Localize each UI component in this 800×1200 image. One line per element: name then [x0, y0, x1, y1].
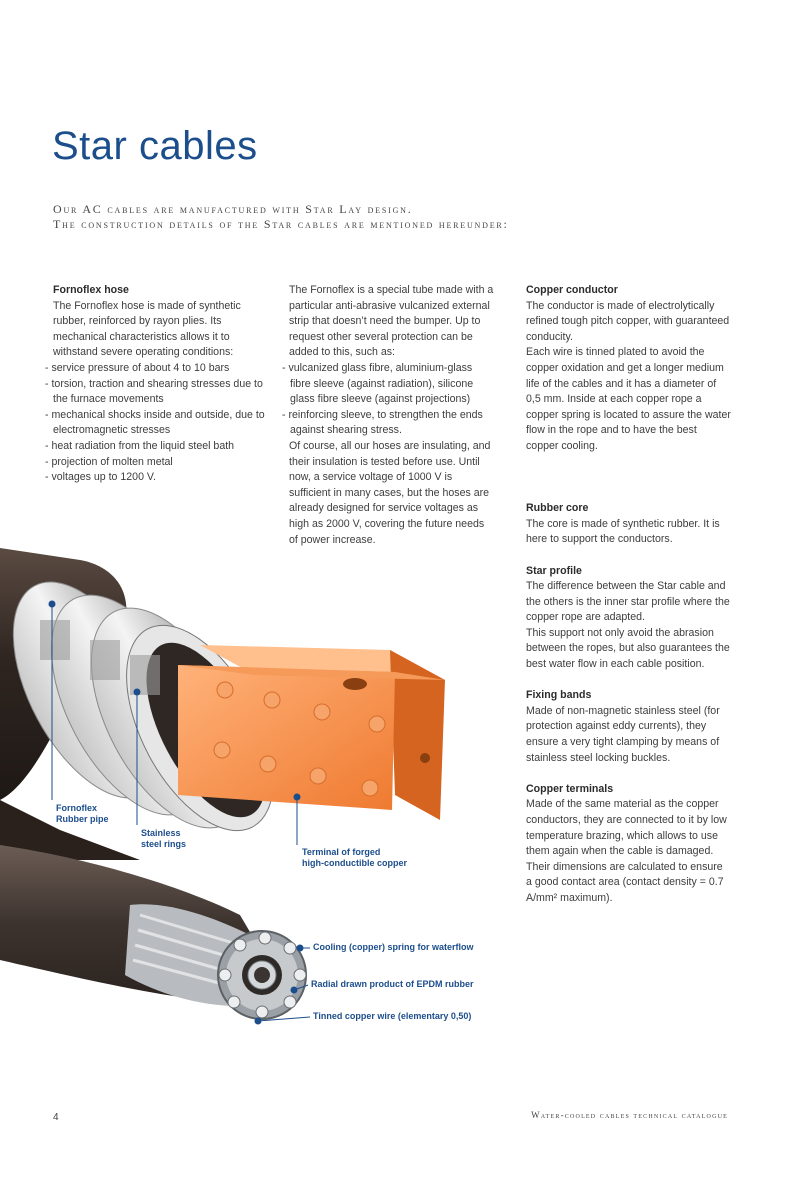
- copper-terminals-text: Made of the same material as the copper conductors, they are connected to it by low temperature brazing, which allows to use them again when the cable is damaged. Their dimensions are calculated to ensure a good contact area (contact density = 0.7 A/mm² maximum).: [526, 798, 727, 904]
- list-item: - voltages up to 1200 V.: [45, 470, 267, 486]
- rubber-core-heading: Rubber core: [526, 502, 589, 515]
- protection-list: [282, 361, 494, 439]
- fixing-bands-text: Made of non-magnetic stainless steel (for protection against eddy currents), they ensure a very tight clamping by means of stainless steel locking buckles.: [526, 704, 720, 764]
- list-item: - heat radiation from the liquid steel bath: [45, 439, 267, 455]
- subtitle-line-2: The construction details of the Star cables are mentioned hereunder:: [53, 217, 509, 231]
- fixing-bands-section: [526, 688, 731, 766]
- page-number: 4: [53, 1112, 59, 1123]
- fornoflex-hose-intro: The Fornoflex hose is made of synthetic rubber, reinforced by rayon plies. Its mechanical characteristics allows it to withstand severe operating conditions:: [53, 299, 241, 359]
- fornoflex-hose-heading: Fornoflex hose: [53, 284, 129, 296]
- copper-conductor-text-2: Each wire is tinned plated to avoid the copper oxidation and get a longer medium life of the cables and it has a diameter of 0,5 mm. Inside at each copper rope a copper spring is located to assure the water flow in the rope and to have the best copper cooling.: [526, 346, 731, 452]
- callout-fornoflex-rubber-pipe: Fornoflex Rubber pipe: [56, 803, 109, 824]
- fixing-bands-heading: Fixing bands: [526, 689, 592, 702]
- fornoflex-tube-intro: The Fornoflex is a special tube made with a particular anti-abrasive vulcanized external strip that doesn’t need the bumper. Up to request other several protection can be added to this, such as:: [289, 284, 494, 359]
- copper-conductor-section: [526, 283, 731, 455]
- callout-cooling-spring: Cooling (copper) spring for waterflow: [313, 942, 474, 952]
- footer-catalogue-title: Water-cooled cables technical catalogue: [531, 1110, 728, 1120]
- components-column: [526, 283, 731, 922]
- callout-tinned-copper-wire: Tinned copper wire (elementary 0,50): [313, 1011, 472, 1021]
- insulation-text: Of course, all our hoses are insulating, and their insulation is tested before use. Until now, a service voltage of 1000 V is sufficient in many cases, but the hoses are already designed for service voltages as high as 2000 V, covering the future needs of power increase.: [289, 439, 491, 546]
- star-profile-text-2: This support not only avoid the abrasion between the ropes, but also guarantees the best water flow in each cable position.: [526, 626, 730, 671]
- subtitle: [53, 202, 509, 232]
- copper-conductor-heading: Copper conductor: [526, 284, 618, 296]
- rubber-core-section: [526, 501, 731, 548]
- star-profile-section: [526, 564, 731, 673]
- subtitle-line-1: Our AC cables are manufactured with Star Lay design.: [53, 202, 413, 216]
- list-item: - reinforcing sleeve, to strengthen the ends against shearing stress.: [282, 408, 494, 439]
- conditions-list: [45, 361, 267, 486]
- cable-cross-section: [0, 845, 306, 1019]
- page-title: Star cables: [52, 124, 258, 168]
- rubber-core-text: The core is made of synthetic rubber. It is here to support the conductors.: [526, 517, 720, 546]
- copper-terminals-section: [526, 782, 731, 907]
- fornoflex-tube-section: [282, 283, 494, 548]
- copper-terminals-heading: Copper terminals: [526, 782, 614, 795]
- list-item: - vulcanized glass fibre, aluminium-glass fibre sleeve (against radiation), silicone glass fibre sleeve (against projections): [282, 361, 494, 408]
- star-profile-text-1: The difference between the Star cable and the others is the inner star profile where the copper rope are adapted.: [526, 580, 730, 624]
- star-profile-heading: Star profile: [526, 564, 582, 577]
- callout-epdm-rubber: Radial drawn product of EPDM rubber: [311, 979, 474, 989]
- copper-terminal: [178, 645, 445, 820]
- list-item: - projection of molten metal: [45, 455, 267, 471]
- list-item: - service pressure of about 4 to 10 bars: [45, 361, 267, 377]
- list-item: - torsion, traction and shearing stresses due to the furnace movements: [45, 377, 267, 408]
- cable-illustration: [0, 540, 520, 1040]
- copper-conductor-text-1: The conductor is made of electrolytically refined tough pitch copper, with guaranteed conducity.: [526, 299, 730, 343]
- callout-stainless-steel-rings: Stainless steel rings: [141, 828, 187, 849]
- fornoflex-hose-section: [45, 283, 267, 486]
- list-item: - mechanical shocks inside and outside, due to electromagnetic stresses: [45, 408, 267, 439]
- callout-copper-terminal: Terminal of forged high-conductible copper: [302, 847, 407, 868]
